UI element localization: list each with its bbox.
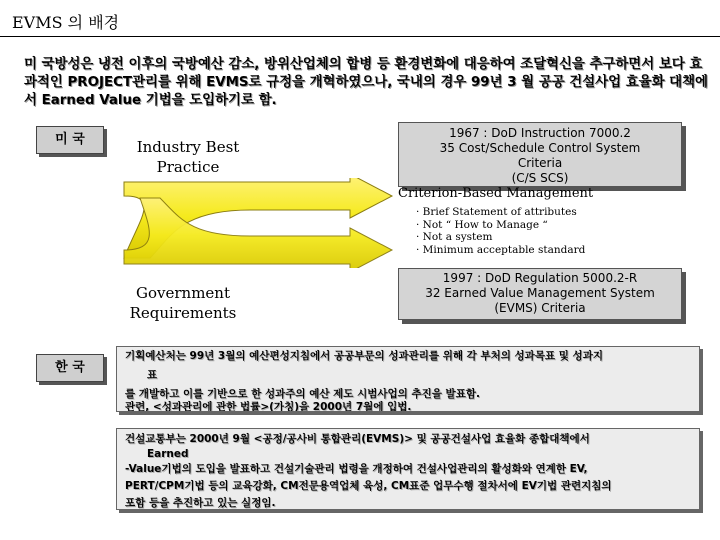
title-divider	[0, 36, 720, 37]
criterion-bullet: · Minimum acceptable standard	[416, 243, 586, 256]
criterion-bullet: · Not a system	[416, 231, 493, 243]
dod-regulation-box	[398, 268, 682, 320]
page-title: EVMS 의 배경	[12, 13, 120, 32]
box2-line3: (EVMS) Criteria	[494, 301, 586, 315]
kbox1-line3: 를 개발하고 이를 기반으로 한 성과주의 예산 제도 시범사업의 추진을 발표함.	[125, 388, 480, 400]
kbox2-line2: Earned	[147, 448, 189, 460]
intro-paragraph: 미 국방성은 냉전 이후의 국방예산 감소, 방위산업체의 합병 등 환경변화에 대응하여 조달혁신을 추구하면서 보다 효과적인 PROJECT관리를 위해 EVMS로 규정을 개혁하였으나, 국내의 경우 99년 3 월 공공 건설사업 효율화 대책에서 Earned Value 기법을 도입하기로 함.	[24, 57, 708, 108]
criterion-heading: Criterion-Based Management	[398, 186, 594, 201]
criterion-bullet: · Brief Statement of attributes	[416, 206, 577, 218]
government-requirements-label: Government Requirements	[129, 284, 237, 322]
box1-line4: (C/S SCS)	[511, 171, 569, 185]
dod-instruction-box	[398, 122, 682, 187]
box1-line3: Criteria	[517, 156, 563, 170]
box2-line1: 1997 : DoD Regulation 5000.2-R	[442, 271, 638, 285]
merge-arrow-icon	[100, 178, 400, 268]
kbox2-line3: -Value기법의 도입을 발표하고 건설기술관리 법령을 개정하여 건설사업관리의 활성화와 연계한 EV,	[125, 463, 588, 475]
kbox1-line2: 표	[147, 369, 158, 381]
usa-badge: 미 국	[36, 126, 104, 154]
criterion-bullet: · Not “ How to Manage “	[416, 218, 548, 231]
criterion-bullet-list	[416, 206, 585, 256]
industry-best-practice-label: Industry Best Practice	[136, 138, 240, 176]
box2-line2: 32 Earned Value Management System	[425, 286, 655, 300]
construction-ministry-box	[116, 428, 700, 510]
kbox1-line4: 관련, <성과관리에 관한 법률>(가칭)을 2000년 7월에 입법.	[125, 401, 412, 412]
kbox2-line4: PERT/CPM기법 등의 교육강화, CM전문용역업체 육성, CM표준 업무수행 절차서에 EV기법 관련지침의	[125, 480, 612, 492]
box1-line1: 1967 : DoD Instruction 7000.2	[449, 126, 631, 140]
kbox2-line5: 포함 등을 추진하고 있는 실정임.	[125, 497, 276, 509]
box1-line2: 35 Cost/Schedule Control System	[439, 141, 641, 155]
korea-badge: 한 국	[36, 354, 104, 382]
kbox2-line1: 건설교통부는 2000년 9월 <공정/공사비 통합관리(EVMS)> 및 공공건설사업 효율화 종합대책에서	[125, 433, 590, 445]
kbox1-line1: 기획예산처는 99년 3월의 예산편성지침에서 공공부문의 성과관리를 위해 각 부처의 성과목표 및 성과지	[125, 350, 603, 362]
budget-ministry-box	[116, 346, 700, 412]
